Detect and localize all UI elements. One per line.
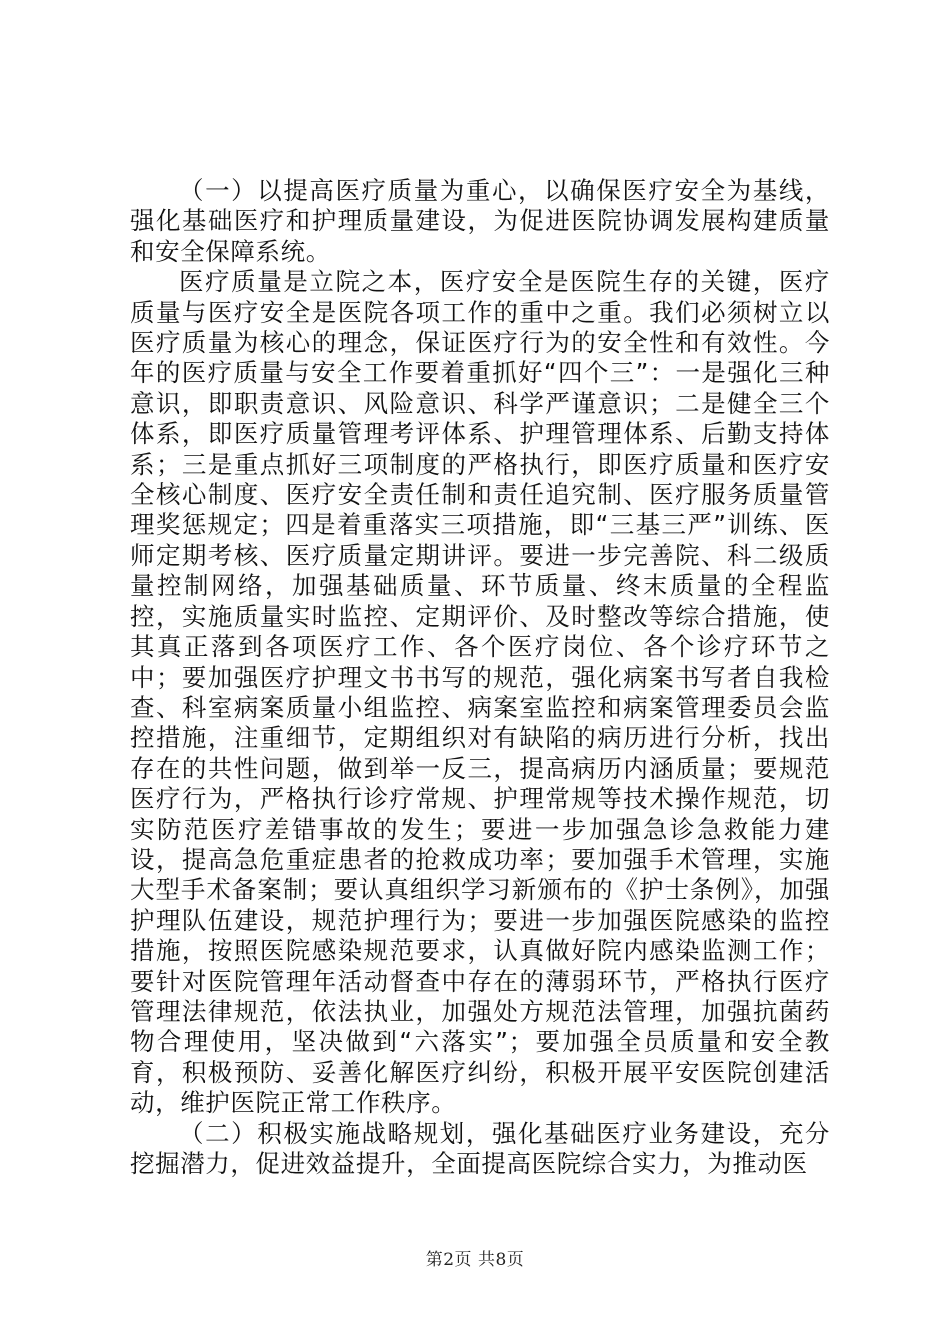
paragraph-section-two-heading: （二）积极实施战略规划，强化基础医疗业务建设，充分挖掘潜力，促进效益提升，全面提高医院综合实力，为推动医 bbox=[130, 1118, 830, 1178]
document-body bbox=[130, 176, 830, 1179]
paragraph-section-one-heading: （一）以提高医疗质量为重心，以确保医疗安全为基线，强化基础医疗和护理质量建设，为促进医院协调发展构建质量和安全保障系统。 bbox=[130, 176, 830, 266]
paragraph-medical-quality: 医疗质量是立院之本，医疗安全是医院生存的关键，医疗质量与医疗安全是医院各项工作的重中之重。我们必须树立以医疗质量为核心的理念，保证医疗行为的安全性和有效性。今年的医疗质量与安全工作要着重抓好“四个三”：一是强化三种意识，即职责意识、风险意识、科学严谨意识；二是健全三个体系，即医疗质量管理考评体系、护理管理体系、后勤支持体系；三是重点抓好三项制度的严格执行，即医疗质量和医疗安全核心制度、医疗安全责任制和责任追究制、医疗服务质量管理奖惩规定；四是着重落实三项措施，即“三基三严”训练、医师定期考核、医疗质量定期讲评。要进一步完善院、科二级质量控制网络，加强基础质量、环节质量、终末质量的全程监控，实施质量实时监控、定期评价、及时整改等综合措施，使其真正落到各项医疗工作、各个医疗岗位、各个诊疗环节之中；要加强医疗护理文书书写的规范，强化病案书写者自我检查、科室病案质量小组监控、病案室监控和病案管理委员会监控措施，注重细节，定期组织对有缺陷的病历进行分析，找出存在的共性问题，做到举一反三，提高病历内涵质量；要规范医疗行为，严格执行诊疗常规、护理常规等技术操作规范，切实防范医疗差错事故的发生；要进一步加强急诊急救能力建设，提高急危重症患者的抢救成功率；要加强手术管理，实施大型手术备案制；要认真组织学习新颁布的《护士条例》，加强护理队伍建设，规范护理行为；要进一步加强医院感染的监控措施，按照医院感染规范要求，认真做好院内感染监测工作；要针对医院管理年活动督查中存在的薄弱环节，严格执行医疗管理法律规范，依法执业，加强处方规范法管理，加强抗菌药物合理使用，坚决做到“六落实”；要加强全员质量和安全教育，积极预防、妥善化解医疗纠纷，积极开展平安医院创建活动，维护医院正常工作秩序。 bbox=[130, 267, 830, 1118]
page-number-footer: 第2页 共8页 bbox=[425, 1250, 525, 1270]
